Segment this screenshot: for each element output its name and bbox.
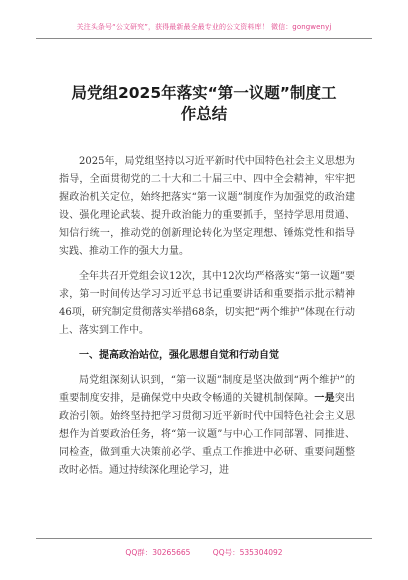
footer-divider bbox=[36, 538, 372, 539]
emphasis-label: 一是 bbox=[314, 392, 335, 404]
document-body bbox=[59, 153, 355, 487]
footer bbox=[0, 547, 408, 558]
paragraph-intro: 2025年，局党组坚持以习近平新时代中国特色社会主义思想为指导，全面贯彻党的二十大和二十届三中、四中全会精神，牢牢把握政治机关定位，始终把落实“第一议题”制度作为加强党的政治建设、强化理论武装、提升政治能力的重要抓手，坚持学思用贯通、知信行统一，推动党的创新理论转化为坚定理想、锤炼党性和指导实践、推动工作的强大力量。 bbox=[59, 156, 355, 258]
paragraph-text: 局党组深刻认识到，“第一议题”制度是坚决做到“两个维护”的重要制度安排，是确保党中央政令畅通的关键机制保障。 bbox=[59, 374, 355, 404]
paragraph-section-one bbox=[59, 372, 355, 481]
section-heading: 一、提高政治站位，强化思想自觉和行动自觉 bbox=[79, 349, 279, 361]
document-title bbox=[50, 83, 358, 125]
title-line-1: 局党组2025年落实“第一议题”制度工 bbox=[71, 84, 337, 102]
paragraph-text-continued: 突出政治引领。始终坚持把学习贯彻习近平新时代中国特色社会主义思想作为首要政治任务，将“第一议题”与中心工作同部署、同推进、同检查，做到重大决策前必学、重点工作推进中必研、重要问题整改时必悟。通过持续深化理论学习，进 bbox=[59, 392, 356, 476]
footer-qq-number: QQ号：535304092 bbox=[212, 548, 283, 557]
header-banner: 关注头条号“公文研究”，获得最新最全最专业的公文资料库！ 微信：gongwenyj bbox=[76, 23, 332, 31]
footer-qq-group: QQ群：30265665 bbox=[125, 548, 191, 557]
paragraph-meetings: 全年共召开党组会议12次，其中12次均严格落实“第一议题”要求，第一时间传达学习习近平总书记重要讲话和重要指示批示精神46项，研究制定贯彻落实举措68条，切实把“两个维护”体现在行动上、落实到工作中。 bbox=[59, 271, 355, 337]
header-divider bbox=[36, 38, 372, 39]
title-line-2: 作总结 bbox=[180, 105, 228, 123]
